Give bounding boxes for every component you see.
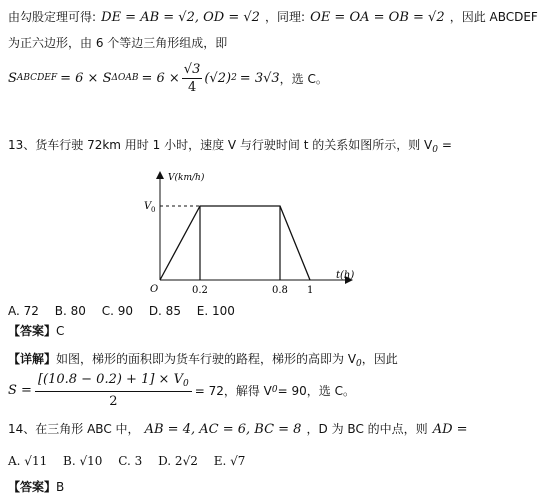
area-mid-sub: ΔOAB	[111, 73, 139, 83]
q13-option-d: D. 85	[148, 304, 181, 318]
equation-de-ab: DE = AB = √2, OD = √2	[101, 10, 260, 25]
velocity-time-graph	[130, 168, 360, 296]
area-mid: = 6 × S	[60, 70, 112, 86]
q13-option-a: A. 72	[8, 304, 39, 318]
q14-text: 14、在三角形 ABC 中，	[8, 422, 140, 436]
derivation-line-2: 为正六边形，由 6 个等边三角形组成，即	[8, 36, 228, 50]
q13-answer-value: C	[56, 324, 65, 338]
area-rhs3: = 3√3	[239, 70, 280, 86]
q13-option-b: B. 80	[54, 304, 86, 318]
q14-ask: AD =	[432, 422, 468, 437]
area-frac-num: √3	[183, 61, 201, 77]
q13-option-e: E. 100	[196, 304, 235, 318]
derivation-mid: ，同理:	[265, 10, 306, 24]
area-lhs-sub: ABCDEF	[16, 73, 58, 83]
tick-label-1: 1	[307, 285, 314, 296]
derivation-lead: 由勾股定理可得:	[8, 10, 97, 24]
solve-lhs: S =	[8, 382, 32, 398]
tick-label-0.2: 0.2	[192, 285, 208, 296]
solve-fraction	[35, 372, 192, 409]
velocity-trapezoid	[160, 206, 310, 280]
area-equation	[8, 60, 328, 96]
solve-frac-den: 2	[109, 393, 118, 409]
q13-text: 13、货车行驶 72km 用时 1 小时，速度 V 与行驶时间 t 的关系如图所示，则 V	[8, 138, 433, 152]
solve-rhs-sub: 0	[271, 385, 278, 395]
q14-mid: ，D 为 BC 的中点，则	[306, 422, 428, 436]
q13-detail-text: 如图，梯形的面积即为货车行驶的路程，梯形的高即为 V	[56, 352, 357, 366]
q13-detail-label: 【详解】	[8, 352, 57, 366]
q13-detail-tail: ，因此	[361, 352, 398, 366]
distance-equation	[8, 368, 355, 412]
derivation-tail: ，因此 ABCDEF	[449, 10, 538, 24]
q13-answer	[8, 322, 64, 339]
area-tail: ，选 C。	[279, 71, 328, 86]
q13-detail	[8, 348, 398, 369]
q13-answer-label: 【答案】	[8, 324, 57, 338]
solve-tail: = 90，选 C。	[277, 383, 355, 398]
equation-oe-oa-ob: OE = OA = OB = √2	[310, 10, 445, 25]
q14-answer	[8, 478, 64, 495]
q13-detail-sub: 0	[356, 359, 362, 369]
origin-label: O	[150, 284, 159, 295]
q14-option-d: D. 2√2	[158, 454, 198, 468]
v0-label-sub: 0	[151, 206, 156, 214]
q13-option-c: C. 90	[101, 304, 133, 318]
q13-tail: =	[438, 138, 452, 152]
q14-option-a: A. √11	[8, 454, 48, 468]
y-axis-label: V(km/h)	[168, 173, 205, 183]
question-14	[8, 418, 468, 437]
q14-condition: AB = 4, AC = 6, BC = 8	[144, 422, 302, 437]
tick-label-0.8: 0.8	[272, 285, 288, 296]
q14-answer-label: 【答案】	[8, 480, 57, 494]
q14-options	[8, 454, 257, 468]
derivation-line-1	[8, 6, 538, 25]
q14-answer-value: B	[56, 480, 65, 494]
v0-label: V	[144, 201, 152, 212]
area-frac-den: 4	[187, 79, 197, 95]
x-axis-label: t(h)	[336, 270, 355, 281]
q14-option-c: C. 3	[118, 454, 143, 468]
area-lhs: S	[8, 70, 17, 86]
solve-frac-num: $[(10.8 - 0.2) + 1] \times V_0$	[35, 372, 192, 392]
area-rhs1: = 6 ×	[141, 70, 180, 86]
q13-sub: 0	[432, 145, 439, 155]
question-13	[8, 134, 452, 155]
solve-rhs: = 72，解得 V	[194, 383, 272, 398]
area-rhs2: (√2)	[204, 70, 232, 86]
area-fraction	[182, 62, 203, 95]
q14-option-e: E. √7	[213, 454, 246, 468]
q13-options	[8, 304, 247, 318]
q14-option-b: B. √10	[63, 454, 103, 468]
area-pow: 2	[231, 73, 237, 83]
